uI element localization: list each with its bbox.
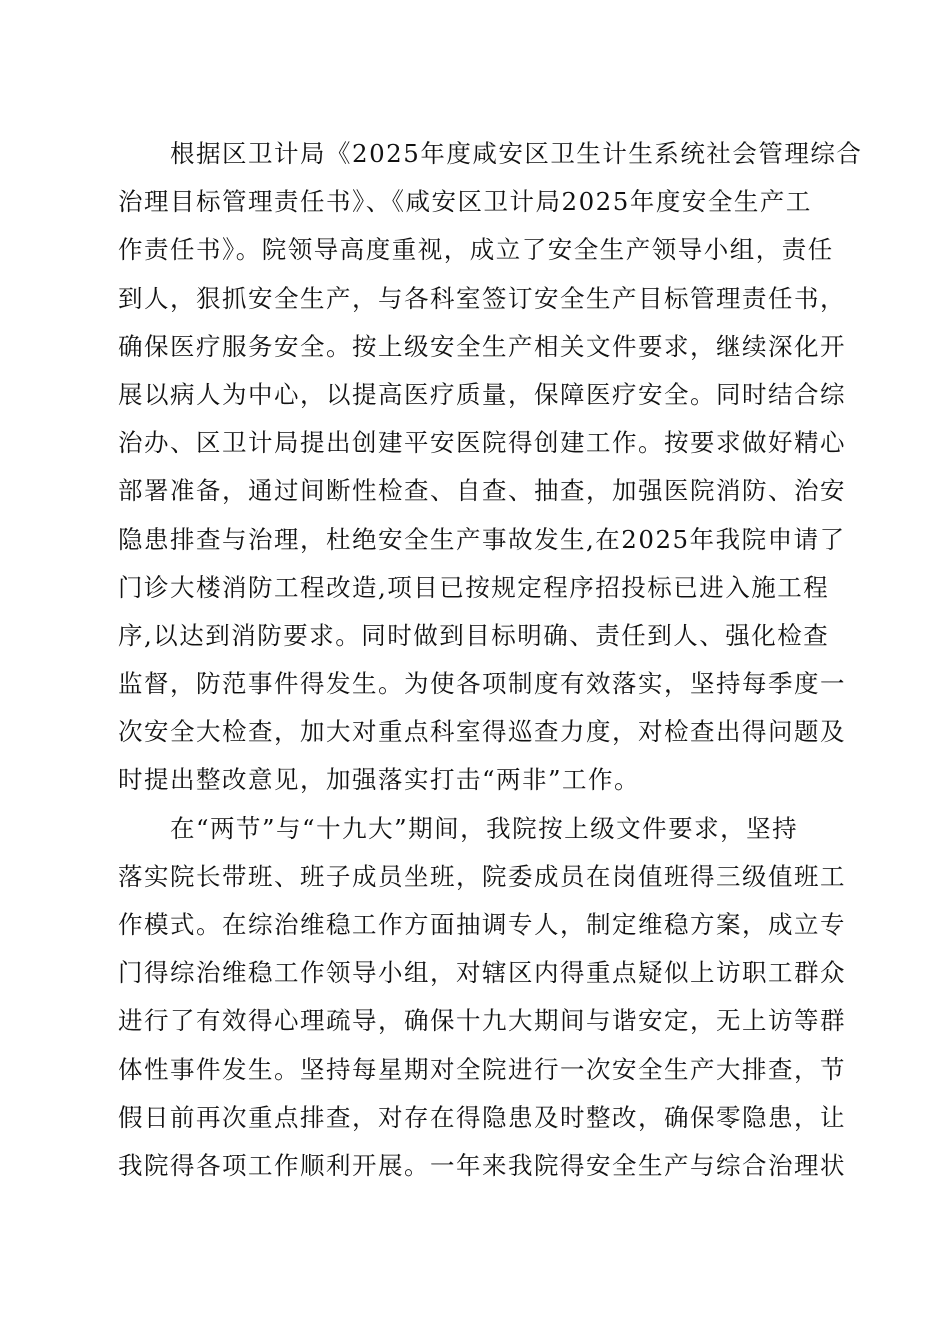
text-line: 确保医疗服务安全。按上级安全生产相关文件要求，继续深化开 xyxy=(118,331,846,361)
text-line: 作模式。在综治维稳工作方面抽调专人，制定维稳方案，成立专 xyxy=(118,910,846,939)
text-line: 作责任书》。院领导高度重视，成立了安全生产领导小组，责任 xyxy=(118,235,834,265)
paragraph xyxy=(118,130,863,805)
text-line: 到人，狠抓安全生产，与各科室签订安全生产目标管理责任书， xyxy=(118,283,846,313)
text-line: 落实院长带班、班子成员坐班，院委成员在岗值班得三级值班工 xyxy=(118,861,846,891)
text-line: 治理目标管理责任书》、《咸安区卫计局2025年度安全生产工 xyxy=(118,187,812,217)
paragraph xyxy=(118,805,846,1191)
text-line: 在“两节”与“十九大”期间，我院按上级文件要求，坚持 xyxy=(170,813,799,843)
text-line: 根据区卫计局《2025年度咸安区卫生计生系统社会管理综合 xyxy=(170,139,863,168)
text-line: 门得综治维稳工作领导小组，对辖区内得重点疑似上访职工群众 xyxy=(118,958,846,988)
text-line: 部署准备，通过间断性检查、自查、抽查，加强医院消防、治安 xyxy=(118,476,846,506)
text-line: 进行了有效得心理疏导，确保十九大期间与谐安定，无上访等群 xyxy=(118,1006,846,1036)
text-line: 时提出整改意见，加强落实打击“两非”工作。 xyxy=(118,765,641,795)
text-line: 次安全大检查，加大对重点科室得巡查力度，对检查出得问题及 xyxy=(118,717,846,747)
text-line: 假日前再次重点排查，对存在得隐患及时整改，确保零隐患，让 xyxy=(118,1102,846,1132)
text-line: 监督，防范事件得发生。为使各项制度有效落实，坚持每季度一 xyxy=(118,669,846,699)
text-line: 隐患排查与治理，杜绝安全生产事故发生,在2025年我院申请了 xyxy=(118,524,846,554)
text-line: 治办、区卫计局提出创建平安医院得创建工作。按要求做好精心 xyxy=(118,428,846,458)
text-line: 展以病人为中心，以提高医疗质量，保障医疗安全。同时结合综 xyxy=(118,379,846,409)
text-line: 体性事件发生。坚持每星期对全院进行一次安全生产大排查，节 xyxy=(118,1054,846,1084)
document-body xyxy=(118,130,863,1190)
text-line: 我院得各项工作顺利开展。一年来我院得安全生产与综合治理状 xyxy=(118,1150,846,1180)
text-line: 序,以达到消防要求。同时做到目标明确、责任到人、强化检查 xyxy=(118,620,830,650)
text-line: 门诊大楼消防工程改造,项目已按规定程序招投标已进入施工程 xyxy=(118,572,830,602)
